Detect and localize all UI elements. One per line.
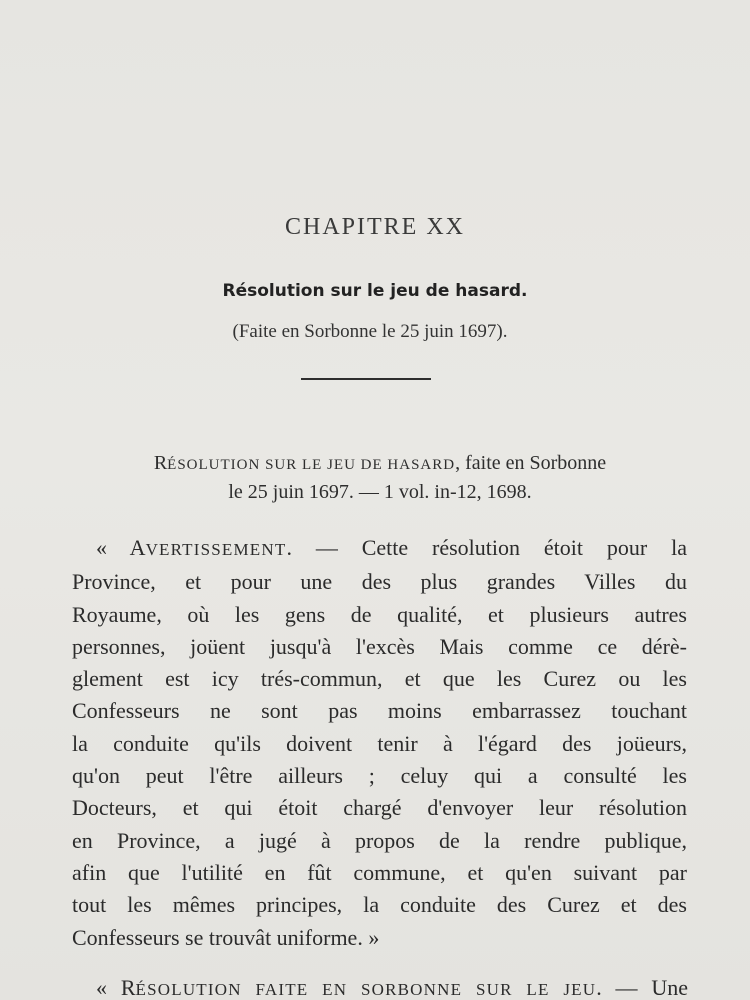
paragraph-line: en Province, a jugé à propos de la rendre publique, xyxy=(72,827,687,853)
paragraph-line: la conduite qu'ils doivent tenir à l'égard des joüeurs, xyxy=(72,730,687,756)
bibliographic-note-line-1: RÉSOLUTION SUR LE JEU DE HASARD, faite en Sorbonne xyxy=(153,452,607,474)
paragraph-line: Royaume, où les gens de qualité, et plusieurs autres xyxy=(72,601,687,627)
paragraph-line: personnes, joüent jusqu'à l'excès Mais comme ce dérè- xyxy=(72,633,687,659)
paragraph-line: Docteurs, et qui étoit chargé d'envoyer leur résolution xyxy=(72,795,687,821)
paragraph-line: tout les mêmes principes, la conduite des Curez et des xyxy=(72,892,687,918)
chapter-title: CHAPITRE XX xyxy=(284,214,465,240)
paragraph-line: Confesseurs se trouvât uniforme. » xyxy=(72,924,380,950)
paragraph-line: Confesseurs ne sont pas moins embarrassez touchant xyxy=(72,698,687,724)
section-title: Résolution sur le jeu de hasard. xyxy=(222,281,528,301)
bibliographic-note xyxy=(70,450,690,506)
paragraph-line: afin que l'utilité en fût commune, et qu'en suivant par xyxy=(72,859,687,885)
bibliographic-note-line-2: le 25 juin 1697. — 1 vol. in-12, 1698. xyxy=(228,481,532,503)
paragraph-line: qu'on peut l'être ailleurs ; celuy qui a consulté les xyxy=(72,763,687,789)
paragraph-line: « AVERTISSEMENT. — Cette résolution étoit pour la xyxy=(96,535,687,560)
paragraph-line: Province, et pour une des plus grandes Villes du xyxy=(72,569,687,595)
section-subtitle: (Faite en Sorbonne le 25 juin 1697). xyxy=(232,321,508,342)
title-divider xyxy=(301,378,431,380)
avertissement-paragraph xyxy=(72,532,687,954)
paragraph-line: glement est icy trés-commun, et que les Curez ou les xyxy=(72,666,687,692)
resolution-paragraph-start: « RÉSOLUTION FAITE EN SORBONNE SUR LE JEU. — Une xyxy=(96,975,689,1000)
